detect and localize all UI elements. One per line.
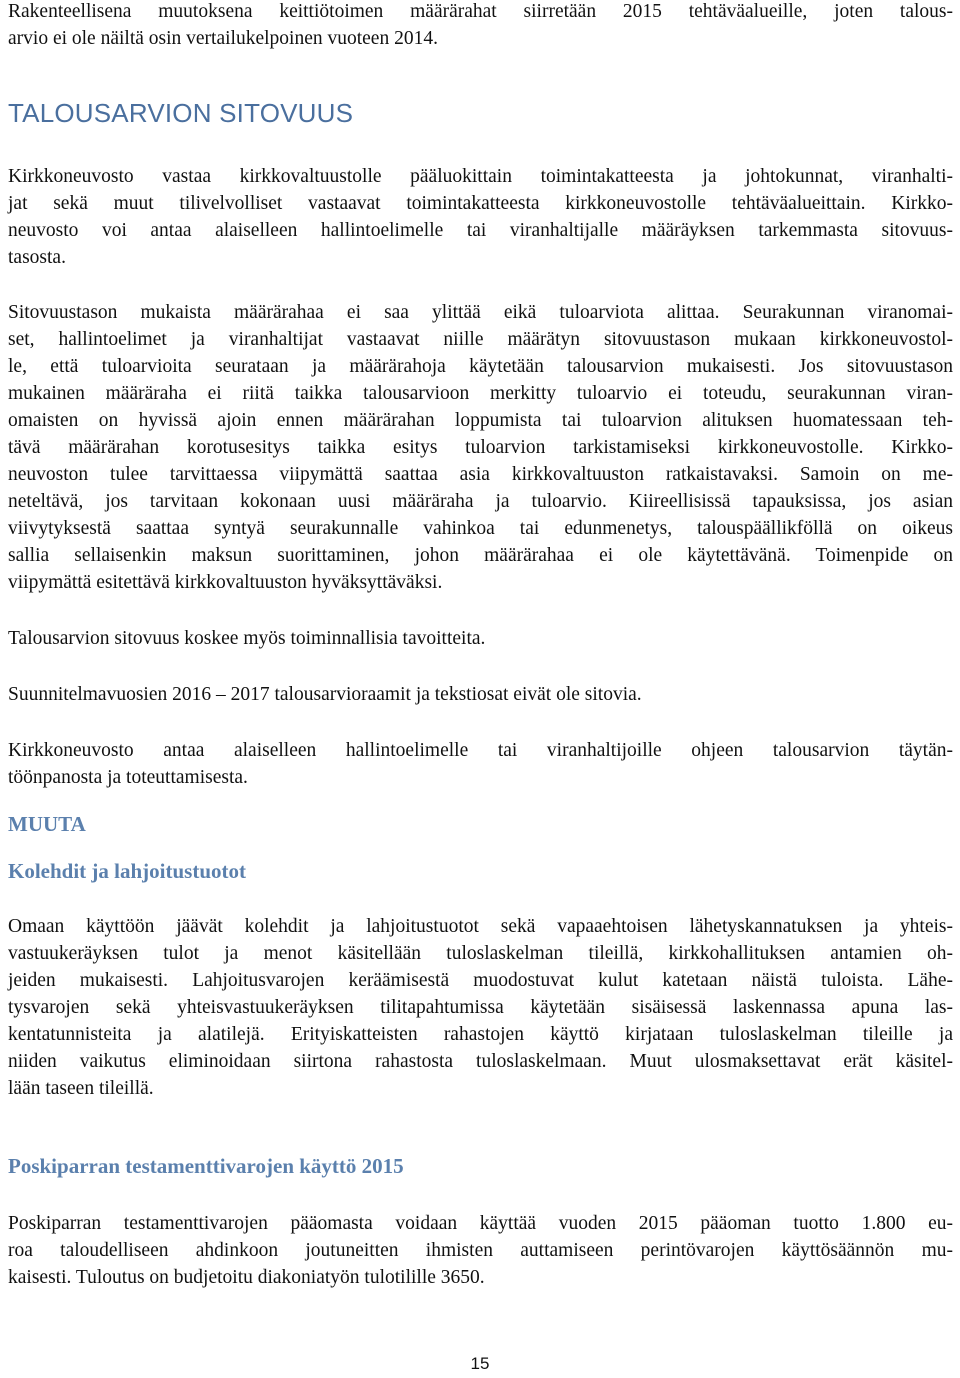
- text-line: set, hallintoelimet ja viranhaltijat vastaavat niille määrätyn sitovuustason mukaan kirkkoneuvostol-: [8, 329, 953, 350]
- text-line: roa taloudelliseen ahdinkoon joutuneitten ihmisten auttamiseen perintövarojen käyttösäännön mu-: [8, 1240, 953, 1261]
- text-line: Sitovuustason mukaista määrärahaa ei saa ylittää eikä tuloarviota alittaa. Seurakunnan viranomai-: [8, 302, 953, 323]
- subheading-poskiparta: Poskiparran testamenttivarojen käyttö 2015: [8, 1154, 404, 1178]
- text-line: mukainen määräraha ei riitä taikka talousarvioon merkitty tuloarvio ei toteudu, seurakunnan viran-: [8, 383, 953, 404]
- text-line: Suunnitelmavuosien 2016 – 2017 talousarvioraamit ja tekstiosat eivät ole sitovia.: [8, 684, 642, 705]
- paragraph-poskiparta: [8, 1210, 953, 1291]
- text-line: jeiden mukaisesti. Lahjoitusvarojen keräämisestä muodostuvat kulut katetaan näistä tuloista. Lähe-: [8, 970, 953, 991]
- text-line: Poskiparran testamenttivarojen pääomasta voidaan käyttää vuoden 2015 pääoman tuotto 1.800 eu-: [8, 1213, 953, 1234]
- text-line: töönpanosta ja toteuttamisesta.: [8, 767, 248, 788]
- section-heading-sitovuus: TALOUSARVION SITOVUUS: [8, 98, 354, 128]
- text-line: arvio ei ole näiltä osin vertailukelpoinen vuoteen 2014.: [8, 28, 438, 49]
- text-line: le, että tuloarvioita seurataan ja määrärahoja käytetään talousarvion mukaisesti. Jos sitovuustason: [8, 356, 953, 377]
- text-line: viivytyksestä saattaa syntyä seurakunnalle vahinkoa tai edunmenetys, talouspäällikföllä on oikeus: [8, 518, 953, 539]
- text-line: tävä määrärahan korotusesitys taikka esitys tuloarvion tarkistamiseksi kirkkoneuvostolle. Kirkko-: [8, 437, 953, 458]
- section-heading-muuta: MUUTA: [8, 812, 86, 836]
- paragraph-sitovuus-1: [8, 163, 953, 271]
- paragraph-sitovuus-3: [8, 625, 953, 652]
- intro-paragraph: [8, 0, 953, 52]
- text-line: kaisesti. Tuloutus on budjetoitu diakoniatyön tulotilille 3650.: [8, 1267, 485, 1288]
- text-line: Talousarvion sitovuus koskee myös toiminnallisia tavoitteita.: [8, 628, 486, 649]
- text-line: tasosta.: [8, 247, 66, 268]
- text-line: niiden vaikutus eliminoidaan siirtona rahastosta tuloslaskelmaan. Muut ulosmaksettavat erät käsitel-: [8, 1051, 953, 1072]
- text-line: vastuukeräyksen tulot ja menot käsitellään tuloslaskelman tileillä, kirkkohallituksen antamien oh-: [8, 943, 953, 964]
- text-line: Kirkkoneuvosto antaa alaiselleen hallintoelimelle tai viranhaltijoille ohjeen talousarvion täytän-: [8, 740, 953, 761]
- text-line: Kirkkoneuvosto vastaa kirkkovaltuustolle pääluokittain toimintakatteesta ja johtokunnat, viranhalti-: [8, 166, 953, 187]
- paragraph-sitovuus-4: [8, 681, 953, 708]
- text-line: omaisten on hyvissä ajoin ennen määrärahan loppumista tai tuloarvion alituksen huomatessaan teh-: [8, 410, 953, 431]
- text-line: neteltävä, jos tarvitaan kokonaan uusi määräraha ja tuloarvio. Kiireellisissä tapauksissa, jos asian: [8, 491, 953, 512]
- text-line: lään taseen tileillä.: [8, 1078, 154, 1099]
- paragraph-sitovuus-2: [8, 299, 953, 596]
- text-line: kentatunnisteita ja alatilejä. Erityiskatteisten rahastojen käyttö kirjataan tuloslaskelman tileille ja: [8, 1024, 953, 1045]
- paragraph-kolehdit: [8, 913, 953, 1102]
- text-line: jat sekä muut tilivelvolliset vastaavat toimintakatteesta kirkkoneuvostolle tehtäväalueittain. Kirkko-: [8, 193, 953, 214]
- text-line: sallia sellaisenkin maksun suorittaminen, johon määrärahaa ei ole käytettävänä. Toimenpide on: [8, 545, 953, 566]
- paragraph-sitovuus-5: [8, 737, 953, 791]
- text-line: viipymättä esitettävä kirkkovaltuuston hyväksyttäväksi.: [8, 572, 443, 593]
- text-line: tysvarojen sekä yhteisvastuukeräyksen tilitapahtumissa käytetään sisäisessä laskennassa apuna las-: [8, 997, 953, 1018]
- text-line: Omaan käyttöön jäävät kolehdit ja lahjoitustuotot sekä vapaaehtoisen lähetyskannatuksen ja yhteis-: [8, 916, 953, 937]
- text-line: Rakenteellisena muutoksena keittiötoimen määrärahat siirretään 2015 tehtäväalueille, joten talous-: [8, 1, 953, 22]
- subheading-kolehdit: Kolehdit ja lahjoitustuotot: [8, 859, 247, 883]
- page-number: 15: [470, 1354, 490, 1373]
- text-line: neuvoston tulee tarvittaessa viipymättä saattaa asia kirkkovaltuuston ratkaistavaksi. Samoin on me-: [8, 464, 953, 485]
- text-line: neuvosto voi antaa alaiselleen hallintoelimelle tai viranhaltijalle määräyksen tarkemmasta sitovuus-: [8, 220, 953, 241]
